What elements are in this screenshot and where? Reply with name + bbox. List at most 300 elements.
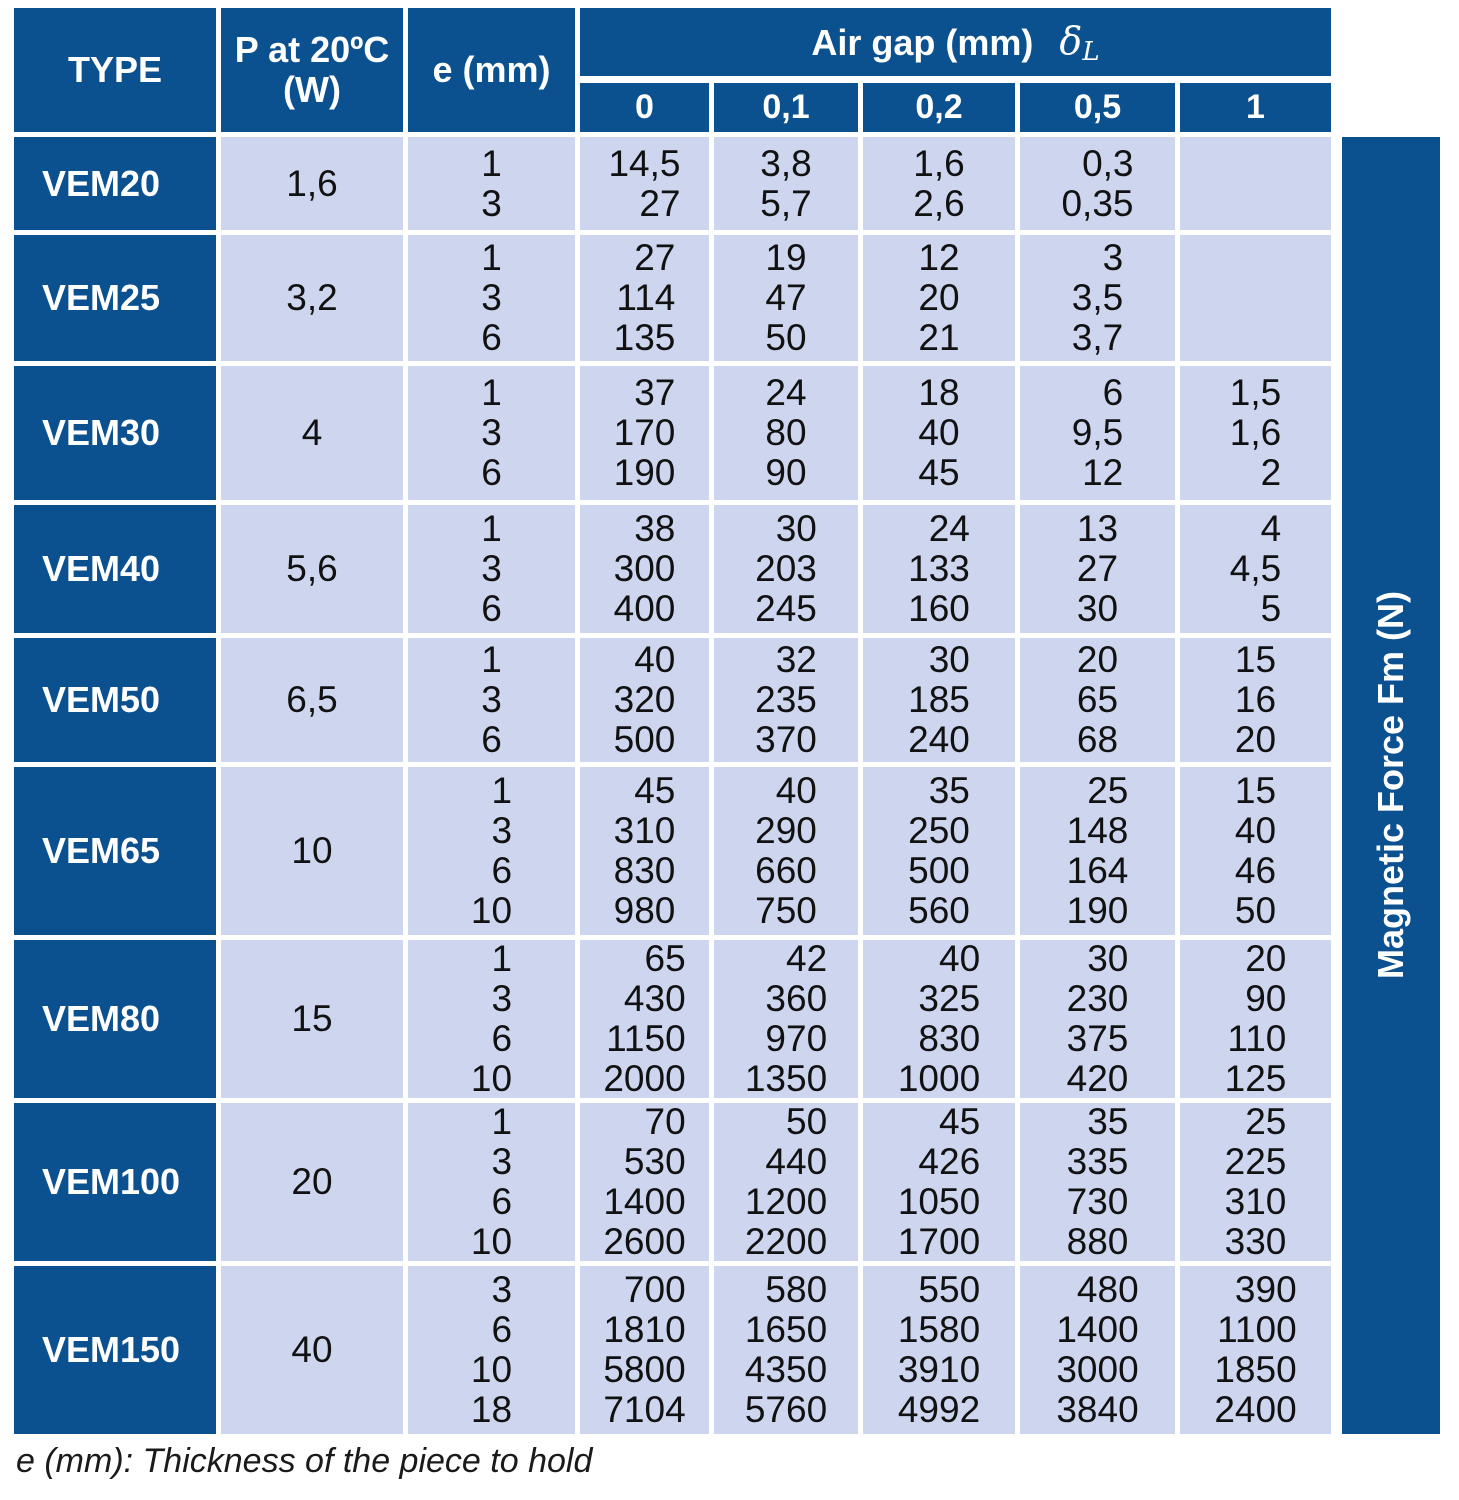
value: 1350 [744, 1058, 828, 1099]
value-stack [481, 509, 502, 629]
value-stack [614, 771, 676, 931]
value: 37 [634, 372, 676, 413]
row-force-gap-0 [580, 1103, 709, 1261]
value-stack [481, 238, 502, 358]
value: 400 [613, 588, 676, 629]
value: 30 [1076, 588, 1119, 629]
value: 90 [1245, 978, 1287, 1019]
value-stack [1072, 373, 1123, 493]
value-stack [1067, 1102, 1129, 1262]
value: 1000 [897, 1058, 981, 1099]
header-gap-label: 0,5 [1073, 88, 1122, 126]
value-stack [755, 509, 817, 629]
value: 0,35 [1061, 182, 1134, 224]
row-force-gap-4 [1180, 638, 1331, 762]
row-force-gap-2 [863, 137, 1015, 230]
row-force-gap-4 [1180, 505, 1331, 633]
value-stack [1056, 1270, 1138, 1430]
header-air-gap-label: Air gap (mm) [811, 22, 1034, 63]
value: 6 [481, 317, 502, 358]
value: 20 [1245, 938, 1287, 979]
value-stack [908, 509, 970, 629]
value: 1 [491, 938, 513, 979]
value: 5 [1260, 588, 1282, 629]
header-thickness-label: e (mm) [432, 49, 551, 90]
value: 65 [1076, 679, 1119, 720]
value: 110 [1227, 1018, 1287, 1059]
value: 3910 [897, 1349, 981, 1390]
value: 6 [491, 850, 513, 891]
row-type-vem25 [14, 235, 216, 361]
value: 9,5 [1071, 412, 1124, 453]
value-stack [1225, 939, 1287, 1099]
value: 3 [491, 1269, 513, 1310]
row-force-gap-2 [863, 366, 1015, 500]
value: 3,5 [1071, 277, 1124, 318]
value: 47 [765, 277, 807, 318]
value: 0,3 [1082, 142, 1134, 184]
row-force-gap-1 [714, 1103, 858, 1261]
value: 12 [918, 237, 960, 278]
power-value: 10 [291, 830, 333, 871]
value-stack [760, 144, 811, 224]
row-force-gap-3 [1020, 638, 1175, 762]
value: 27 [1076, 548, 1119, 589]
value: 27 [634, 237, 676, 278]
value-stack [471, 1270, 512, 1430]
header-gap-label: 0 [635, 88, 654, 126]
value: 250 [908, 810, 970, 851]
value: 2 [1260, 452, 1282, 493]
value: 25 [1245, 1101, 1287, 1142]
header-gap-3 [1020, 83, 1175, 132]
value: 1,6 [913, 142, 965, 184]
value-stack [898, 939, 980, 1099]
value: 310 [613, 810, 676, 851]
value: 1 [481, 237, 502, 278]
header-gap-label: 0,2 [915, 88, 963, 126]
value: 185 [908, 679, 970, 720]
row-force-gap-1 [714, 767, 858, 935]
value-stack [1214, 1270, 1296, 1430]
header-gap-0 [580, 83, 709, 132]
type-label: VEM150 [42, 1329, 181, 1370]
value: 45 [918, 452, 960, 493]
value: 235 [755, 679, 817, 720]
row-force-gap-3 [1020, 366, 1175, 500]
value: 24 [765, 372, 807, 413]
value: 880 [1066, 1221, 1129, 1262]
value: 68 [1076, 719, 1119, 760]
value: 1580 [897, 1309, 981, 1350]
row-force-gap-0 [580, 1266, 709, 1434]
value-stack [755, 640, 817, 760]
row-type-vem65 [14, 767, 216, 935]
value: 500 [613, 719, 676, 760]
value: 190 [613, 452, 676, 493]
value: 148 [1066, 810, 1129, 851]
value: 14,5 [608, 142, 681, 184]
value: 6 [491, 1181, 513, 1222]
row-thickness [408, 235, 575, 361]
value: 125 [1224, 1058, 1287, 1099]
value: 35 [928, 770, 970, 811]
value: 160 [908, 588, 970, 629]
value-stack [1061, 144, 1133, 224]
row-force-gap-4 [1180, 137, 1331, 230]
value-stack [603, 1102, 685, 1262]
value: 4 [1260, 508, 1282, 549]
value-stack [918, 238, 959, 358]
value: 50 [786, 1101, 828, 1142]
value: 2000 [603, 1058, 686, 1099]
header-gap-4 [1180, 83, 1331, 132]
row-force-gap-1 [714, 137, 858, 230]
value: 1 [481, 508, 502, 549]
value: 3,7 [1071, 317, 1124, 358]
value: 3 [481, 412, 502, 453]
value-stack [745, 1270, 827, 1430]
value: 164 [1066, 850, 1129, 891]
type-label: VEM65 [42, 830, 161, 871]
power-value: 1,6 [286, 162, 338, 204]
header-power-line1: P at 20ºC [234, 29, 390, 70]
value: 1200 [744, 1181, 828, 1222]
row-thickness [408, 767, 575, 935]
value: 3 [491, 810, 513, 851]
row-power [221, 940, 403, 1098]
side-label-bar [1342, 137, 1440, 1434]
power-value: 4 [301, 412, 323, 453]
value: 40 [939, 938, 981, 979]
value: 320 [613, 679, 676, 720]
row-force-gap-1 [714, 235, 858, 361]
row-force-gap-0 [580, 137, 709, 230]
value: 1650 [744, 1309, 828, 1350]
type-label: VEM40 [42, 548, 161, 589]
row-force-gap-2 [863, 767, 1015, 935]
value: 440 [765, 1141, 828, 1182]
value: 203 [755, 548, 817, 589]
row-force-gap-3 [1020, 137, 1175, 230]
value-stack [1230, 509, 1281, 629]
value: 325 [918, 978, 981, 1019]
row-force-gap-0 [580, 235, 709, 361]
value: 18 [918, 372, 960, 413]
value: 2600 [603, 1221, 686, 1262]
value: 30 [775, 508, 817, 549]
value: 20 [918, 277, 960, 318]
value: 50 [765, 317, 807, 358]
value: 6 [491, 1018, 513, 1059]
value: 6 [1102, 372, 1124, 413]
header-gap-label: 1 [1246, 88, 1265, 126]
row-thickness [408, 505, 575, 633]
header-air-gap [580, 8, 1331, 78]
row-force-gap-0 [580, 638, 709, 762]
value-stack [745, 939, 827, 1099]
header-type-label: TYPE [67, 49, 163, 90]
value: 1,6 [1229, 412, 1282, 453]
row-thickness [408, 366, 575, 500]
value: 6 [481, 588, 502, 629]
value: 1 [481, 639, 502, 680]
value: 1400 [603, 1181, 686, 1222]
value: 1 [481, 142, 502, 184]
value: 550 [918, 1269, 981, 1310]
value-stack [603, 939, 685, 1099]
value: 560 [908, 890, 970, 931]
value: 290 [755, 810, 817, 851]
value-stack [918, 373, 959, 493]
value: 30 [1087, 938, 1129, 979]
row-force-gap-1 [714, 366, 858, 500]
type-label: VEM50 [42, 679, 161, 720]
value-stack [471, 939, 512, 1099]
value: 13 [1076, 508, 1119, 549]
row-force-gap-2 [863, 1266, 1015, 1434]
value: 1 [491, 1101, 513, 1142]
value: 1 [481, 372, 502, 413]
value: 3,8 [760, 142, 812, 184]
row-power [221, 137, 403, 230]
value: 5760 [744, 1389, 828, 1430]
value: 20 [1076, 639, 1119, 680]
value: 5,7 [760, 182, 812, 224]
value-stack [608, 144, 680, 224]
row-power [221, 505, 403, 633]
value: 3 [481, 182, 502, 224]
value: 6 [481, 452, 502, 493]
value-stack [1077, 640, 1118, 760]
value: 830 [918, 1018, 981, 1059]
row-type-vem100 [14, 1103, 216, 1261]
value-stack [1077, 509, 1118, 629]
value: 240 [908, 719, 970, 760]
value-stack [913, 144, 964, 224]
type-label: VEM20 [42, 162, 161, 204]
row-force-gap-1 [714, 638, 858, 762]
row-force-gap-3 [1020, 940, 1175, 1098]
header-thickness [408, 8, 575, 132]
value: 300 [613, 548, 676, 589]
value: 10 [470, 890, 513, 931]
value-stack [614, 509, 676, 629]
value: 390 [1234, 1269, 1297, 1310]
row-force-gap-3 [1020, 1103, 1175, 1261]
value: 5800 [603, 1349, 686, 1390]
value: 40 [634, 639, 676, 680]
row-force-gap-2 [863, 1103, 1015, 1261]
value-stack [603, 1270, 685, 1430]
value: 1050 [897, 1181, 981, 1222]
value-stack [745, 1102, 827, 1262]
value-stack [481, 144, 502, 224]
value: 1700 [897, 1221, 981, 1262]
value-stack [908, 771, 970, 931]
row-type-vem150 [14, 1266, 216, 1434]
type-label: VEM100 [42, 1161, 181, 1202]
value-stack [471, 771, 512, 931]
row-force-gap-0 [580, 366, 709, 500]
header-power [221, 8, 403, 132]
row-force-gap-3 [1020, 505, 1175, 633]
value: 10 [470, 1058, 513, 1099]
value: 1 [491, 770, 513, 811]
row-thickness [408, 940, 575, 1098]
row-force-gap-4 [1180, 235, 1331, 361]
row-type-vem20 [14, 137, 216, 230]
value: 1150 [606, 1018, 686, 1059]
value-stack [765, 373, 806, 493]
value: 27 [639, 182, 681, 224]
value: 330 [1224, 1221, 1287, 1262]
row-force-gap-4 [1180, 767, 1331, 935]
value-stack [1235, 771, 1276, 931]
row-force-gap-3 [1020, 235, 1175, 361]
power-value: 6,5 [286, 679, 338, 720]
value: 80 [765, 412, 807, 453]
value: 310 [1224, 1181, 1287, 1222]
value: 90 [765, 452, 807, 493]
value: 18 [470, 1389, 513, 1430]
value: 45 [939, 1101, 981, 1142]
row-thickness [408, 1266, 575, 1434]
value: 45 [634, 770, 676, 811]
value: 3 [491, 978, 513, 1019]
value-stack [1072, 238, 1123, 358]
value-stack [1067, 939, 1129, 1099]
value: 65 [644, 938, 686, 979]
row-thickness [408, 638, 575, 762]
value: 16 [1234, 679, 1277, 720]
row-force-gap-2 [863, 505, 1015, 633]
power-value: 5,6 [286, 548, 338, 589]
row-power [221, 235, 403, 361]
power-value: 40 [291, 1329, 333, 1370]
value: 730 [1066, 1181, 1129, 1222]
value-stack [1225, 1102, 1287, 1262]
value: 500 [908, 850, 970, 891]
value: 660 [755, 850, 817, 891]
row-force-gap-4 [1180, 1103, 1331, 1261]
power-value: 20 [291, 1161, 333, 1202]
row-thickness [408, 137, 575, 230]
row-type-vem30 [14, 366, 216, 500]
value: 1100 [1217, 1309, 1297, 1350]
value: 10 [470, 1221, 513, 1262]
row-type-vem40 [14, 505, 216, 633]
header-gap-2 [863, 83, 1015, 132]
value: 114 [616, 277, 676, 318]
value-stack [898, 1102, 980, 1262]
power-value: 15 [291, 998, 333, 1039]
power-value: 3,2 [286, 277, 338, 318]
value: 830 [613, 850, 676, 891]
value: 40 [775, 770, 817, 811]
row-force-gap-0 [580, 505, 709, 633]
row-type-vem80 [14, 940, 216, 1098]
type-label: VEM80 [42, 998, 161, 1039]
value-stack [481, 640, 502, 760]
value-stack [471, 1102, 512, 1262]
value: 4350 [744, 1349, 828, 1390]
value: 3 [1102, 237, 1124, 278]
value: 32 [775, 639, 817, 680]
row-force-gap-2 [863, 235, 1015, 361]
value: 7104 [603, 1389, 686, 1430]
row-force-gap-1 [714, 505, 858, 633]
value: 970 [765, 1018, 828, 1059]
value: 430 [623, 978, 686, 1019]
row-power [221, 1103, 403, 1261]
value: 170 [613, 412, 676, 453]
value: 10 [470, 1349, 513, 1390]
value: 426 [918, 1141, 981, 1182]
value-stack [898, 1270, 980, 1430]
value: 46 [1234, 850, 1277, 891]
value-stack [1067, 771, 1129, 931]
value-stack [481, 373, 502, 493]
value: 135 [613, 317, 676, 358]
value: 980 [613, 890, 676, 931]
value-stack [1230, 373, 1281, 493]
value: 580 [765, 1269, 828, 1310]
value: 35 [1087, 1101, 1129, 1142]
value: 40 [1234, 810, 1277, 851]
row-force-gap-2 [863, 638, 1015, 762]
row-power [221, 1266, 403, 1434]
row-power [221, 767, 403, 935]
row-type-vem50 [14, 638, 216, 762]
footnote: e (mm): Thickness of the piece to hold [16, 1442, 593, 1480]
value: 3 [481, 548, 502, 589]
value: 480 [1076, 1269, 1139, 1310]
value: 1850 [1214, 1349, 1297, 1390]
row-force-gap-4 [1180, 940, 1331, 1098]
row-power [221, 638, 403, 762]
value: 12 [1082, 452, 1124, 493]
value: 420 [1066, 1058, 1129, 1099]
value: 15 [1234, 639, 1277, 680]
value: 133 [908, 548, 970, 589]
value-stack [1235, 640, 1276, 760]
row-force-gap-4 [1180, 366, 1331, 500]
value: 375 [1066, 1018, 1129, 1059]
header-power-line2: (W) [283, 69, 341, 110]
value: 70 [644, 1101, 686, 1142]
row-force-gap-1 [714, 940, 858, 1098]
value: 20 [1234, 719, 1277, 760]
value: 530 [623, 1141, 686, 1182]
value: 750 [755, 890, 817, 931]
value: 6 [481, 719, 502, 760]
type-label: VEM25 [42, 277, 161, 318]
value: 1810 [603, 1309, 686, 1350]
value: 42 [786, 938, 828, 979]
value: 19 [765, 237, 807, 278]
value: 4,5 [1229, 548, 1282, 589]
row-force-gap-0 [580, 940, 709, 1098]
value: 700 [623, 1269, 686, 1310]
value: 190 [1066, 890, 1129, 931]
value: 1400 [1056, 1309, 1139, 1350]
row-force-gap-3 [1020, 767, 1175, 935]
row-force-gap-0 [580, 767, 709, 935]
value: 6 [491, 1309, 513, 1350]
header-type [14, 8, 216, 132]
value: 3 [481, 679, 502, 720]
